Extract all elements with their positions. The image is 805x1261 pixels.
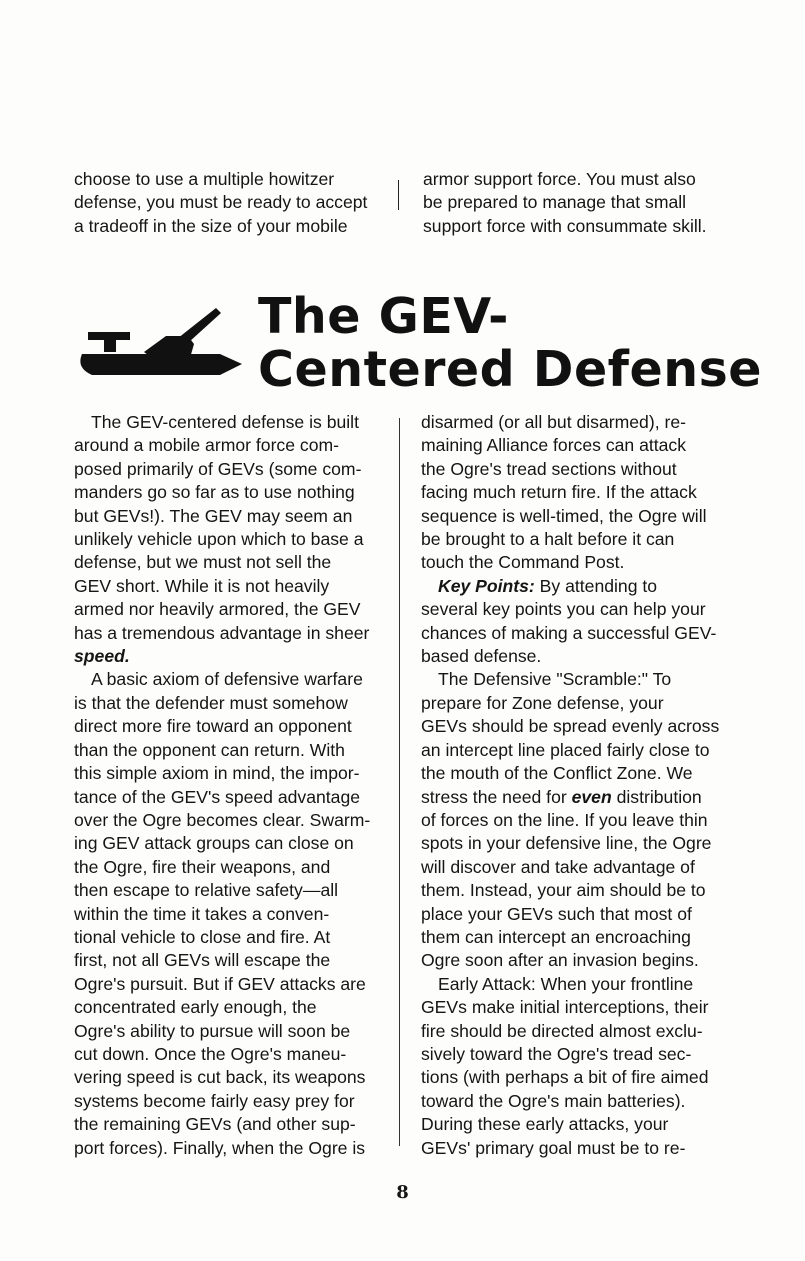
section-title — [258, 290, 762, 396]
text-line: but GEVs!). The GEV may seem an — [74, 505, 353, 526]
text-line: the Ogre, fire their weapons, and — [74, 856, 331, 877]
title-line-1: The GEV- — [258, 288, 509, 345]
text-line: defense, you must be ready to accept — [74, 192, 368, 213]
text-line: GEVs should be spread evenly across — [421, 716, 720, 737]
text-line: unlikely vehicle upon which to base a — [74, 529, 364, 550]
text-line: toward the Ogre's main batteries). — [421, 1090, 686, 1111]
paragraph-disarmed — [421, 411, 726, 575]
text-line: them. Instead, your aim should be to — [421, 880, 706, 901]
right-column — [421, 411, 726, 1160]
text-line: manders go so far as to use nothing — [74, 482, 355, 503]
text-line: based defense. — [421, 646, 542, 667]
paragraph-axiom — [74, 668, 379, 1160]
text-line: defense, but we must not sell the — [74, 552, 332, 573]
text-line: first, not all GEVs will escape the — [74, 950, 331, 971]
text-line: support force with consummate skill. — [423, 215, 707, 236]
emphasis-speed: speed. — [74, 646, 130, 667]
text-line: over the Ogre becomes clear. Swarm- — [74, 809, 371, 830]
text-line: spots in your defensive line, the Ogre — [421, 833, 712, 854]
text-line: sequence is well-timed, the Ogre will — [421, 505, 707, 526]
text-line — [421, 575, 726, 598]
text-line: During these early attacks, your — [421, 1114, 669, 1135]
text-line: them can intercept an encroaching — [421, 926, 691, 947]
text-line: touch the Command Post. — [421, 552, 625, 573]
text-line: cut down. Once the Ogre's maneu- — [74, 1043, 347, 1064]
paragraph-early-attack — [421, 973, 726, 1160]
text-line: sively toward the Ogre's tread sec- — [421, 1043, 692, 1064]
text-fragment: stress the need for — [421, 786, 572, 807]
text-line: a tradeoff in the size of your mobile — [74, 215, 348, 236]
text-line: GEVs make initial interceptions, their — [421, 997, 709, 1018]
text-line: GEVs' primary goal must be to re- — [421, 1137, 686, 1158]
text-line: systems become fairly easy prey for — [74, 1090, 355, 1111]
text-line: tions (with perhaps a bit of fire aimed — [421, 1067, 709, 1088]
text-line: Ogre's pursuit. But if GEV attacks are — [74, 973, 366, 994]
text-line: within the time it takes a conven- — [74, 903, 330, 924]
text-line: place your GEVs such that most of — [421, 903, 692, 924]
text-line: prepare for Zone defense, your — [421, 692, 664, 713]
text-line: The Defensive "Scramble:" To — [438, 669, 672, 690]
gev-tank-icon — [70, 302, 248, 384]
text-line — [421, 786, 726, 809]
title-line-2: Centered Defense — [258, 341, 763, 398]
text-line: vering speed is cut back, its weapons — [74, 1067, 366, 1088]
key-points-text: By attending to — [534, 575, 658, 596]
text-line: has a tremendous advantage in sheer — [74, 622, 370, 643]
text-line: ing GEV attack groups can close on — [74, 833, 354, 854]
text-line: around a mobile armor force com- — [74, 435, 339, 456]
text-line: be prepared to manage that small — [423, 192, 687, 213]
text-line: the remaining GEVs (and other sup- — [74, 1114, 356, 1135]
text-line: The GEV-centered defense is built — [91, 412, 359, 432]
text-line: than the opponent can return. With — [74, 739, 345, 760]
text-line: then escape to relative safety—all — [74, 880, 339, 901]
text-line: Ogre's ability to pursue will soon be — [74, 1020, 351, 1041]
left-column — [74, 411, 379, 1160]
text-line: Early Attack: When your frontline — [438, 973, 694, 994]
text-line: tional vehicle to close and fire. At — [74, 926, 331, 947]
text-line: maining Alliance forces can attack — [421, 435, 687, 456]
text-line: armed nor heavily armored, the GEV — [74, 599, 361, 620]
text-line: disarmed (or all but disarmed), re- — [421, 412, 686, 432]
text-fragment: distribution — [611, 786, 702, 807]
text-line: the mouth of the Conflict Zone. We — [421, 763, 693, 784]
intro-column-divider — [398, 180, 399, 210]
text-line: Ogre soon after an invasion begins. — [421, 950, 699, 971]
intro-left-column — [74, 168, 384, 238]
text-line: posed primarily of GEVs (some com- — [74, 458, 362, 479]
text-line: GEV short. While it is not heavily — [74, 575, 330, 596]
paragraph-key-points — [421, 575, 726, 669]
key-points-label: Key Points: — [438, 575, 535, 596]
text-line: facing much return fire. If the attack — [421, 482, 697, 503]
intro-right-column — [423, 168, 733, 238]
text-line: concentrated early enough, the — [74, 997, 317, 1018]
text-line: will discover and take advantage of — [421, 856, 695, 877]
text-line: several key points you can help your — [421, 599, 706, 620]
text-line: fire should be directed almost exclu- — [421, 1020, 703, 1041]
text-line: an intercept line placed fairly close to — [421, 739, 710, 760]
emphasis-even: even — [571, 786, 612, 807]
text-line: chances of making a successful GEV- — [421, 622, 717, 643]
text-line: armor support force. You must also — [423, 169, 696, 189]
text-line: direct more fire toward an opponent — [74, 716, 352, 737]
text-line: A basic axiom of defensive warfare — [91, 669, 363, 690]
text-line: port forces). Finally, when the Ogre is — [74, 1137, 366, 1158]
paragraph-gev-intro — [74, 411, 379, 668]
column-divider — [399, 418, 400, 1146]
text-line: tance of the GEV's speed advantage — [74, 786, 361, 807]
text-line: the Ogre's tread sections without — [421, 458, 677, 479]
text-line: this simple axiom in mind, the impor- — [74, 763, 360, 784]
text-line: is that the defender must somehow — [74, 692, 348, 713]
text-line: of forces on the line. If you leave thin — [421, 809, 708, 830]
text-line: be brought to a halt before it can — [421, 529, 675, 550]
paragraph-scramble — [421, 668, 726, 972]
text-line: choose to use a multiple howitzer — [74, 169, 335, 189]
page-number: 8 — [396, 1182, 409, 1203]
